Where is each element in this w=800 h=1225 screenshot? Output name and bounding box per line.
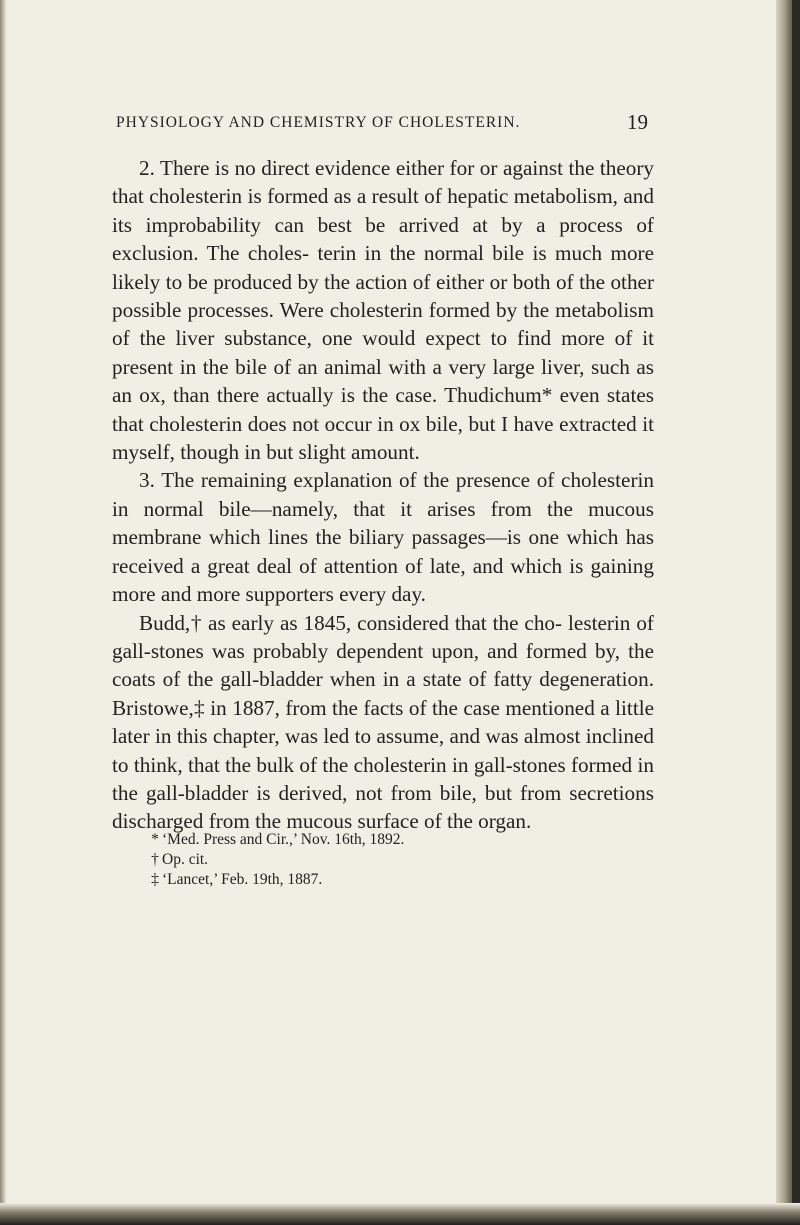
footnote-text: ‘Lancet,’ Feb. 19th, 1887. (162, 871, 323, 888)
running-head: PHYSIOLOGY AND CHEMISTRY OF CHOLESTERIN. (116, 114, 521, 131)
footnote-text: ‘Med. Press and Cir.,’ Nov. 16th, 1892. (162, 831, 405, 848)
footnote (148, 870, 588, 890)
page-header (116, 110, 648, 144)
footnote (148, 850, 588, 870)
footnote-mark: † (151, 851, 159, 868)
footnote-text: Op. cit. (162, 851, 209, 868)
page-left-edge (0, 0, 6, 1225)
footnote-mark: ‡ (151, 871, 159, 888)
footnote-mark: * (151, 831, 159, 848)
footnotes (148, 830, 588, 890)
footnote (148, 830, 588, 850)
body-text (112, 154, 654, 836)
paragraph-2: 2. There is no direct evidence either for or against the theory that cholesterin is formed as a result of hepatic metabolism, and its improbability can best be arrived at by a process of exclusion. The choles- terin in the normal bile is much more likely to be produced by the action of either or both of the other possible processes. Were cholesterin formed by the metabolism of the liver substance, one would expect to find more of it present in the bile of an animal with a very large liver, such as an ox, than there actually is the case. Thudichum* even states that cholesterin does not occur in ox bile, but I have extracted it myself, though in but slight amount. (112, 156, 654, 465)
paragraph-budd: Budd,† as early as 1845, considered that the cho- lesterin of gall-stones was probably dependent upon, and formed by, the coats of the gall-bladder when in a state of fatty degeneration. Bristowe,‡ in 1887, from the facts of the case mentioned a little later in this chapter, was led to assume, and was almost inclined to think, that the bulk of the cholesterin in gall-stones formed in the gall-bladder is derived, not from bile, but from secretions discharged from the mucous surface of the organ. (112, 610, 654, 834)
book-spine-shadow (792, 0, 800, 1225)
page-bottom-edge (0, 1203, 800, 1225)
paragraph-3: 3. The remaining explanation of the presence of cholesterin in normal bile—namely, that it arises from the mucous membrane which lines the biliary passages—is one which has received a great deal of attention of late, and which is gaining more and more supporters every day. (112, 468, 654, 607)
page-number: 19 (627, 110, 648, 134)
